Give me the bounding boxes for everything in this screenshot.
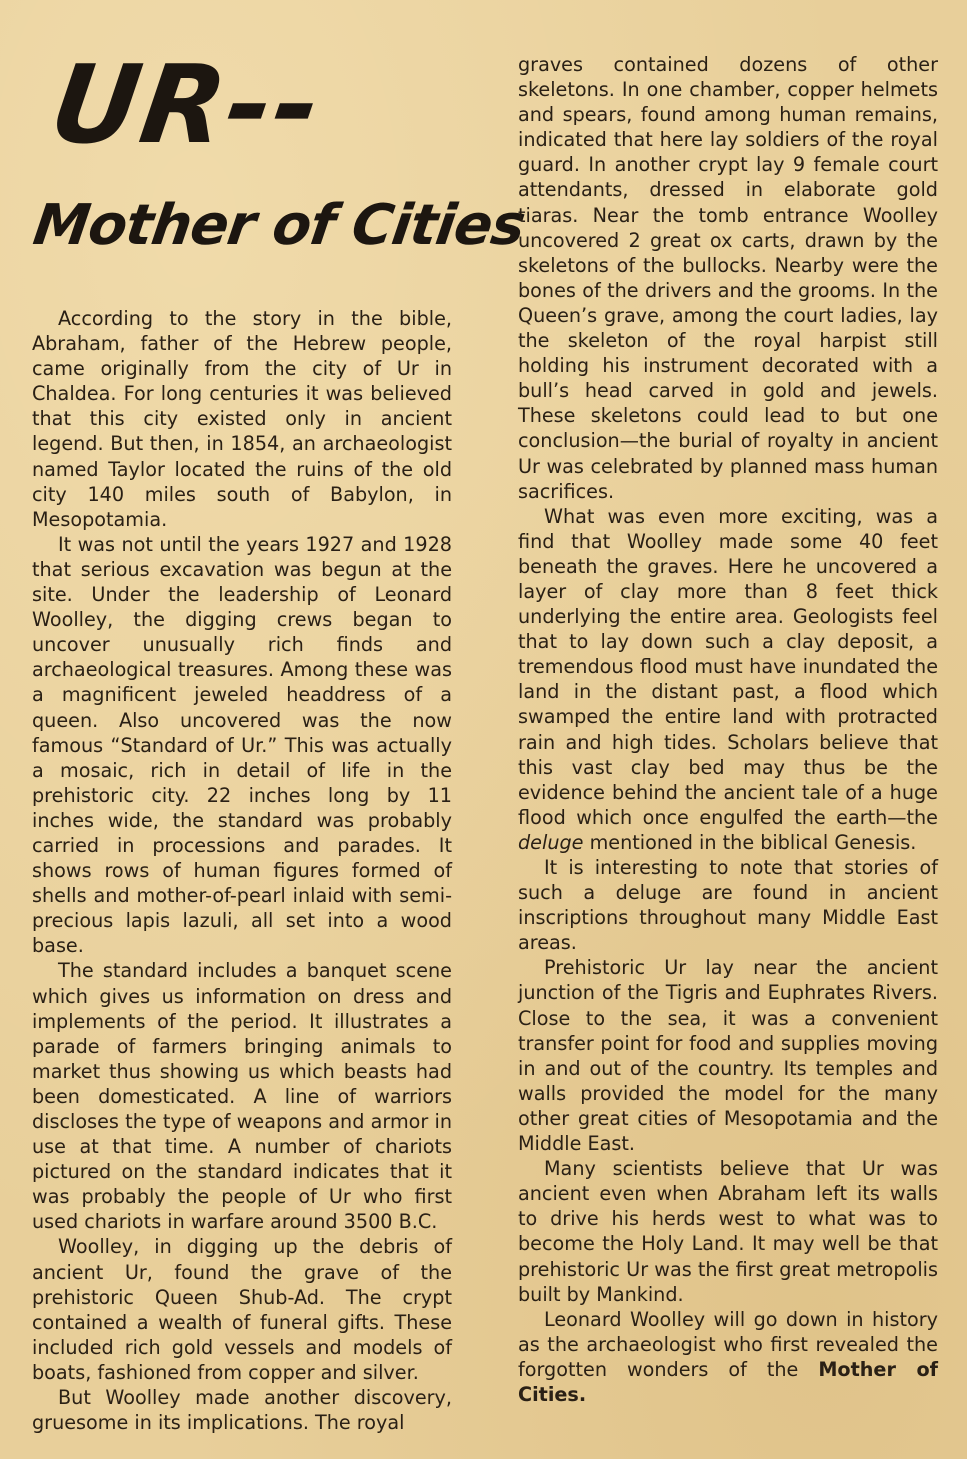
title-block — [29, 40, 529, 300]
paragraph-queen-grave: Woolley, in digging up the debris of ancient Ur, found the grave of the prehistoric Queen Shub-Ad. The crypt contained a wealth of funeral gifts. These included rich gold vessels and models of boats, fashioned from copper and silver. — [32, 1235, 452, 1384]
paragraph-excavation: It was not until the years 1927 and 1928 that serious excavation was begun at the site. Under the leadership of Leonard Woolley, the digging crews began to uncover unusually rich finds and archaeological treasures. Among these was a magnificent jeweled headdress of a queen. Also uncovered was the now famous “Standard of Ur.” This was actually a mosaic, rich in detail of life in the prehistoric city. 22 inches long by 11 inches wide, the standard was probably carried in processions and parades. It shows rows of human figures formed of shells and mother-of-pearl inlaid with semi-precious lapis lazuli, all set into a wood base. — [32, 532, 452, 958]
conclusion-bold: Mother of Cities. — [518, 1357, 938, 1406]
left-text-column — [32, 306, 452, 1435]
paragraph-discovery-continued: graves contained dozens of other skeletons. In one chamber, copper helmets and spears, found among human remains, indicated that here lay soldiers of the royal guard. In another crypt lay 9 female court attendants, dressed in elaborate gold tiaras. Near the tomb entrance Woolley uncovered 2 great ox carts, drawn by the skeletons of the bullocks. Nearby were the bones of the drivers and the grooms. In the Queen’s grave, among the court ladies, lay the skeleton of the royal harpist still holding his instrument decorated with a bull’s head carved in gold and jewels. These skeletons could lead to but one conclusion—the burial of royalty in ancient Ur was celebrated by planned mass human sacrifices. — [518, 53, 938, 503]
paragraph-intro: According to the story in the bible, Abraham, father of the Hebrew people, came originally from the city of Ur in Chaldea. For long centuries it was believed that this city existed only in ancient legend. But then, in 1854, an archaeologist named Taylor located the ruins of the old city 140 miles south of Babylon, in Mesopotamia. — [32, 307, 452, 531]
paragraph-ancient: Many scientists believe that Ur was ancient even when Abraham left its walls to drive his herds west to what was to become the Holy Land. It may well be that prehistoric Ur was the first great metropolis built by Mankind. — [518, 1157, 938, 1306]
paragraph-standard: The standard includes a banquet scene which gives us information on dress and implements of the period. It illustrates a parade of farmers bringing animals to market thus showing us which beasts had been domesticated. A line of warriors discloses the type of weapons and armor in use at that time. A number of chariots pictured on the standard indicates that it was probably the people of Ur who first used chariots in warfare around 3500 B.C. — [32, 959, 452, 1234]
paragraph-inscriptions: It is interesting to note that stories of such a deluge are found in ancient inscriptions throughout many Middle East areas. — [518, 856, 938, 955]
flood-text-a: What was even more exciting, was a find that Woolley made some 40 feet beneath the graves. Here he uncovered a layer of clay more than 8 feet thick underlying the entire area. Geologists feel that to lay down such a clay deposit, a tremendous flood must have inundated the land in the distant past, a flood which swamped the entire land with protracted rain and high tides. Scholars believe that this vast clay bed may thus be the evidence behind the ancient tale of a huge flood which once engulfed the earth—the — [518, 504, 938, 829]
paragraph-rivers: Prehistoric Ur lay near the ancient junction of the Tigris and Euphrates Rivers. Close to the sea, it was a convenient transfer point for food and supplies moving in and out of the country. Its temples and walls provided the model for the many other great cities of Mesopotamia and the Middle East. — [518, 956, 938, 1156]
deluge-word: deluge — [518, 830, 584, 854]
paragraph-flood — [518, 504, 938, 855]
flood-text-b: mentioned in the biblical Genesis. — [583, 830, 917, 854]
page-title: UR-- — [43, 43, 330, 168]
conclusion-text: Leonard Woolley will go down in history as the archaeologist who first revealed the forgotten wonders of the — [518, 1307, 938, 1381]
page-subtitle: Mother of Cities — [29, 193, 529, 258]
paragraph-discovery-start: But Woolley made another discovery, gruesome in its implications. The royal — [32, 1386, 452, 1435]
right-text-column — [518, 52, 938, 1407]
paragraph-conclusion — [518, 1307, 938, 1407]
